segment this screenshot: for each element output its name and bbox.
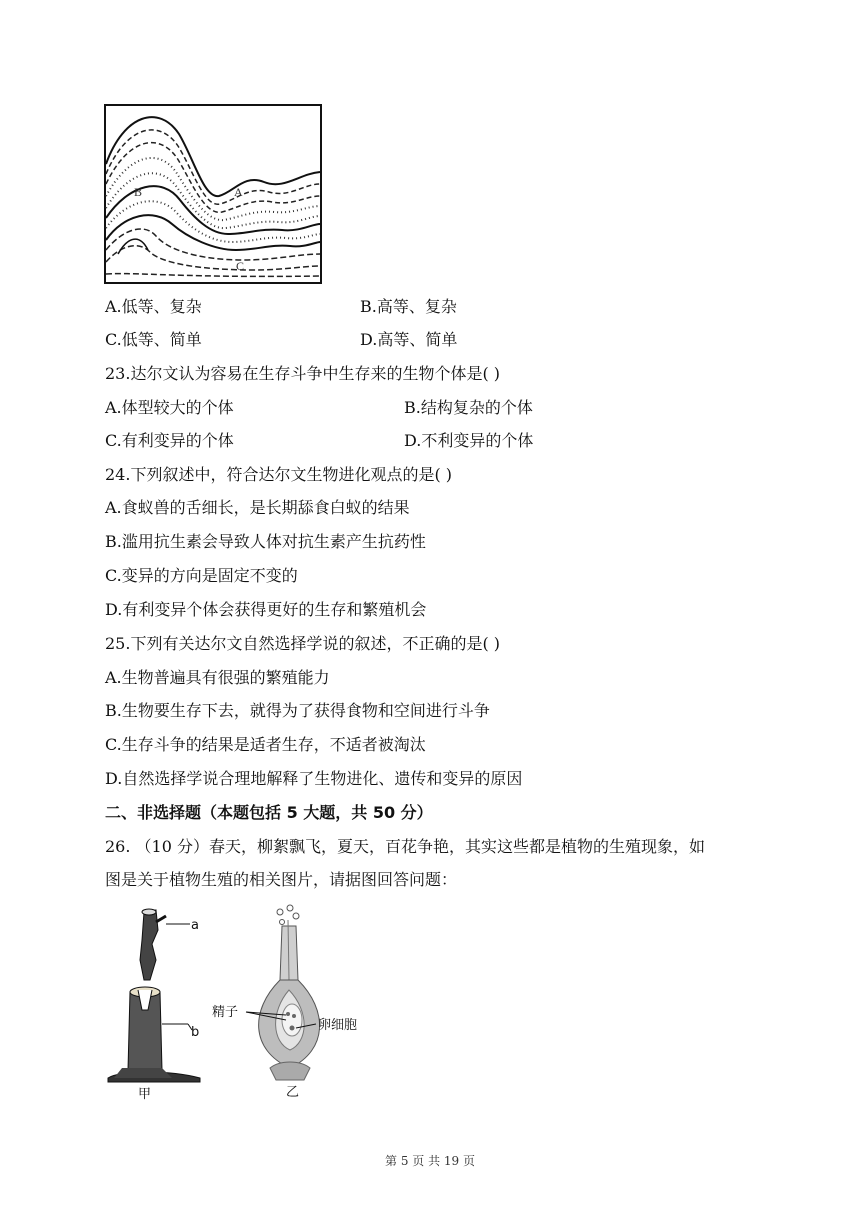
q22-option-b: B.高等、复杂: [360, 297, 457, 316]
q23-options-row1: [105, 398, 533, 418]
q25-option-b: B.生物要生存下去，就得为了获得食物和空间进行斗争: [105, 701, 490, 720]
q22-options-row1: [105, 297, 457, 317]
q24-option-b: B.滥用抗生素会导致人体对抗生素产生抗药性: [105, 532, 426, 551]
plant-figure: [100, 900, 390, 1100]
q23-option-b: B.结构复杂的个体: [404, 398, 533, 417]
strata-label-a: A: [234, 185, 243, 199]
q23-options-row2: [105, 431, 534, 451]
label-egg: 卵细胞: [318, 1018, 358, 1033]
q25-option-d: D.自然选择学说合理地解释了生物进化、遗传和变异的原因: [105, 769, 523, 788]
q26-line1: 26. （10 分）春天，柳絮飘飞，夏天，百花争艳，其实这些都是植物的生殖现象，如: [105, 837, 705, 856]
section-heading: 二、非选择题（本题包括 5 大题，共 50 分）: [105, 803, 433, 822]
q22-option-c: C.低等、简单: [105, 330, 202, 349]
q23-option-c: C.有利变异的个体: [105, 431, 234, 450]
q24-option-c: C.变异的方向是固定不变的: [105, 566, 298, 585]
q22-option-d: D.高等、简单: [360, 330, 458, 349]
q24-option-a: A.食蚁兽的舌细长，是长期舔食白蚁的结果: [105, 498, 410, 517]
page-footer: 第 5 页 共 19 页: [385, 1154, 475, 1168]
q24-option-d: D.有利变异个体会获得更好的生存和繁殖机会: [105, 600, 427, 619]
q24-stem: 24.下列叙述中，符合达尔文生物进化观点的是( ): [105, 465, 453, 484]
q25-option-a: A.生物普遍具有很强的繁殖能力: [105, 668, 330, 687]
grafting-diagram: [108, 909, 200, 1100]
q22-options-row2: [105, 330, 458, 350]
q23-option-d: D.不利变异的个体: [404, 431, 534, 450]
q25-stem: 25.下列有关达尔文自然选择学说的叙述，不正确的是( ): [105, 634, 501, 653]
label-a: a: [191, 918, 199, 933]
label-sperm: 精子: [212, 1005, 239, 1020]
strata-figure: [104, 104, 322, 284]
q23-option-a: A.体型较大的个体: [105, 398, 234, 417]
q23-stem: 23.达尔文认为容易在生存斗争中生存来的生物个体是( ): [105, 364, 501, 383]
strata-label-c: C: [236, 259, 245, 273]
q26-line2: 图是关于植物生殖的相关图片，请据图回答问题：: [105, 870, 458, 889]
strata-label-b: B: [134, 185, 143, 199]
q22-option-a: A.低等、复杂: [105, 297, 202, 316]
pistil-diagram: [212, 905, 357, 1100]
label-b: b: [191, 1025, 200, 1040]
q25-option-c: C.生存斗争的结果是适者生存，不适者被淘汰: [105, 735, 426, 754]
label-jia: 甲: [138, 1087, 152, 1100]
label-yi: 乙: [286, 1085, 300, 1100]
